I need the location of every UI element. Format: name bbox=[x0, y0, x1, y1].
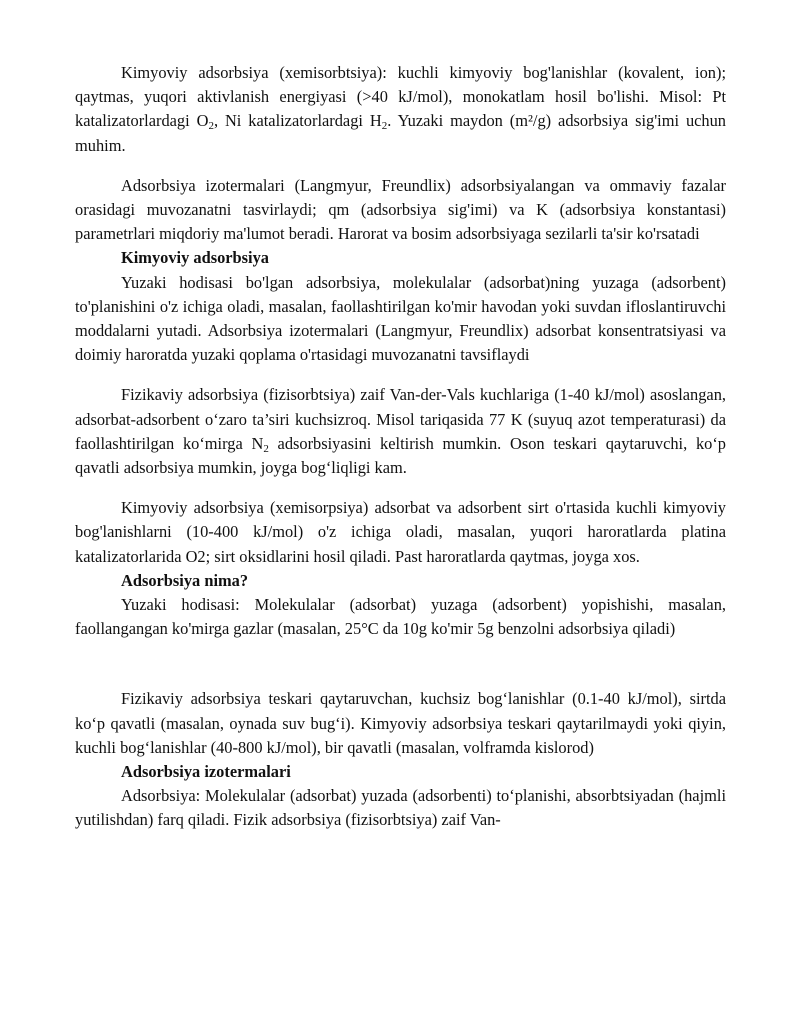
paragraph-surface-phenomenon: Yuzaki hodisasi bo'lgan adsorbsiya, molekulalar (adsorbat)ning yuzaga (adsorbent) to'planishini o'z ichiga oladi, masalan, faollashtirilgan ko'mir havodan yoki suvdan ifloslantiruvchi moddalarni yutadi. Adsorbsiya izotermalari (Langmyur, Freundlix) adsorbat konsentratsiyasi va doimiy haroratda yuzaki qoplama o'rtasidagi muvozanatni tavsiflaydi bbox=[75, 272, 726, 365]
paragraph-isotherms: Adsorbsiya izotermalari (Langmyur, Freundlix) adsorbsiyalangan va ommaviy fazalar orasidagi muvozanatni tasvirlaydi; qm (adsorbsiya sig'imi) va K (adsorbsiya konstantasi) parametrlari miqdoriy ma'lumot beradi. Harorat va bosim adsorbsiyaga sezilarli ta'sir ko'rsatadi bbox=[75, 175, 726, 244]
heading-adsorbsiya-izotermalari: Adsorbsiya izotermalari bbox=[121, 762, 291, 782]
subscript: 2 bbox=[263, 442, 269, 455]
subscript: 2 bbox=[208, 120, 214, 133]
paragraph-adsorption-definition: Adsorbsiya: Molekulalar (adsorbat) yuzada (adsorbenti) to‘planishi, absorbtsiyadan (hajmli yutilishdan) farq qiladi. Fizik adsorbsiya (fizisorbtsiya) zaif Van- bbox=[75, 786, 726, 830]
paragraph-chemisorption-summary bbox=[75, 61, 726, 158]
paragraph-definition: Yuzaki hodisasi: Molekulalar (adsorbat) yuzaga (adsorbent) yopishishi, masalan, faollangangan ko'mirga gazlar (masalan, 25°C da 10g ko'mir 5g benzolni adsorbsiya qiladi) bbox=[75, 595, 726, 639]
paragraph-text: Kimyoviy adsorbsiya (xemisorbtsiya): kuchli kimyoviy bog'lanishlar (kovalent, ion); qaytmas, yuqori aktivlanish energiyasi (>40 kJ/mol), monokatlam hosil bo'lishi. Misol: Pt katalizatorlardagi O bbox=[75, 63, 726, 131]
paragraph-chemisorption: Kimyoviy adsorbsiya (xemisorpsiya) adsorbat va adsorbent sirt o'rtasida kuchli kimyoviy bog'lanishlarni (10-400 kJ/mol) o'z ichiga oladi, masalan, yuqori haroratlarda platina katalizatorlarida O2; sirt oksidlarini hosil qiladi. Past haroratlarda qaytmas, joyga xos. bbox=[75, 498, 726, 566]
paragraph-text: , Ni katalizatorlardagi H bbox=[213, 111, 382, 131]
subscript: 2 bbox=[381, 120, 388, 133]
paragraph-text: adsorbsiyasini keltirish mumkin. Oson teskari qaytaruvchi, ko‘p qavatli adsorbsiya mumkin, joyga bog‘liqligi kam. bbox=[75, 433, 726, 478]
paragraph-physisorption bbox=[75, 383, 726, 480]
document-page bbox=[75, 61, 726, 833]
paragraph-text: . Yuzaki maydon (m²/g) adsorbsiya sig'imi uchun muhim. bbox=[75, 111, 726, 155]
paragraph-text: Fizikaviy adsorbsiya (fizisorbtsiya) zaif Van-der-Vals kuchlariga (1-40 kJ/mol) asoslangan, adsorbat-adsorbent o‘zaro ta’siri kuchsizroq. Misol tariqasida 77 K (suyuq azot temperaturasi) da faollashtirilgan ko‘mirga N bbox=[75, 385, 726, 453]
paragraph-physical-vs-chemical: Fizikaviy adsorbsiya teskari qaytaruvchan, kuchsiz bog‘lanishlar (0.1-40 kJ/mol), sirtda ko‘p qavatli (masalan, oynada suv bug‘i). Kimyoviy adsorbsiya teskari qaytarilmaydi yoki qiyin, kuchli bog‘lanishlar (40-800 kJ/mol), bir qavatli (masalan, volframda kislorod) bbox=[75, 689, 726, 757]
heading-kimyoviy-adsorbsiya: Kimyoviy adsorbsiya bbox=[121, 248, 269, 268]
heading-adsorbsiya-nima: Adsorbsiya nima? bbox=[121, 570, 249, 590]
